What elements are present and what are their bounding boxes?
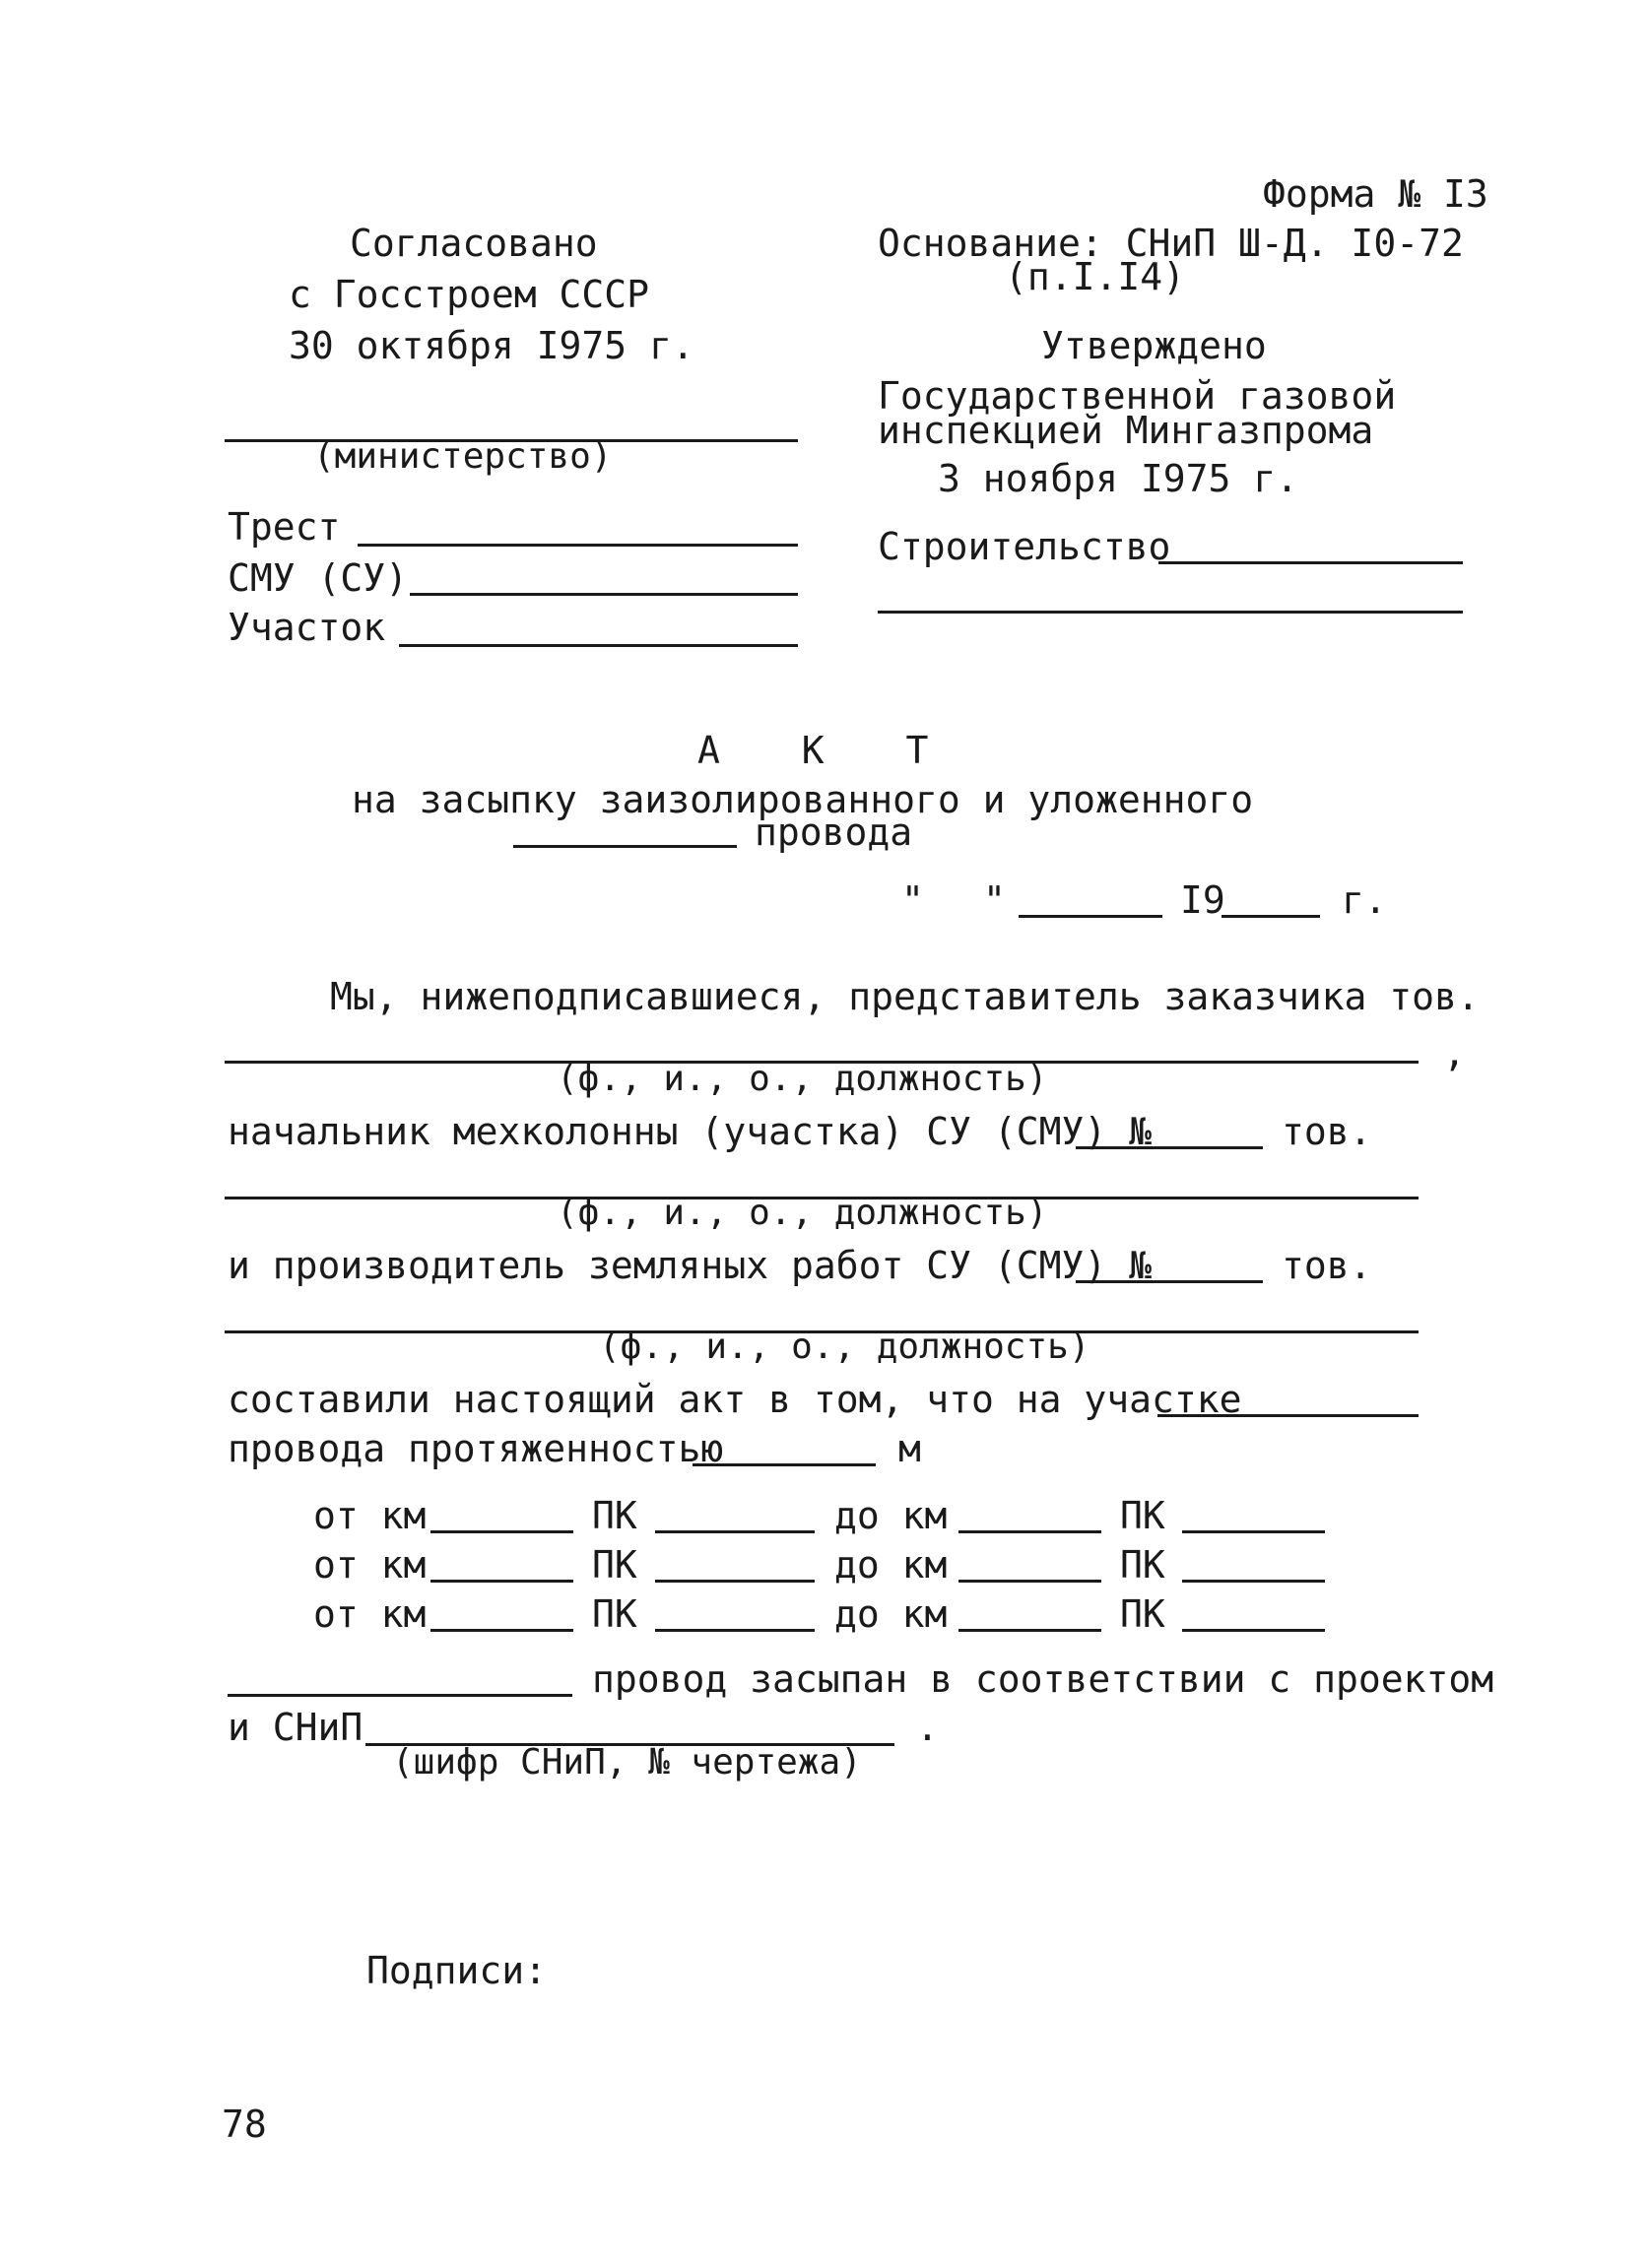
basis-line2: (п.I.I4): [1005, 255, 1186, 298]
construction-label: Строительство: [878, 525, 1171, 568]
date-year-suffix: г.: [1342, 878, 1387, 922]
approved-title: Утверждено: [1041, 324, 1267, 367]
length-text: провода протяженностью: [228, 1427, 724, 1470]
signatures-label: Подписи:: [366, 1949, 548, 1992]
length-unit: м: [898, 1427, 921, 1470]
chief-fio-caption: (ф., и., о., должность): [557, 1193, 1048, 1233]
range-pk2-line: [1182, 1530, 1325, 1533]
range-pk2: ПК: [1120, 1543, 1165, 1587]
range-pk1: ПК: [592, 1543, 637, 1587]
date-year-prefix: I9: [1180, 878, 1225, 922]
range-pk1-line: [655, 1530, 815, 1533]
range-from-km: от км: [313, 1543, 427, 1587]
range-from-km: от км: [313, 1592, 427, 1636]
range-pk1-line: [655, 1629, 815, 1632]
range-to-km: до км: [834, 1494, 948, 1537]
intro-text: Мы, нижеподписавшиеся, представитель заказчика тов.: [330, 975, 1480, 1018]
chief-text: начальник мехколонны (участка) СУ (СМУ) №: [228, 1110, 1152, 1153]
composed-text: составили настоящий акт в том, что на участке: [228, 1378, 1242, 1421]
range-pk2-line: [1182, 1629, 1325, 1632]
range-to-km: до км: [834, 1592, 948, 1636]
smu-label: СМУ (СУ): [228, 556, 409, 600]
date-year-line: [1222, 915, 1320, 918]
approved-line2: инспекцией Мингазпрома: [878, 409, 1374, 452]
filled-text: провод засыпан в соответствии с проектом: [592, 1657, 1494, 1701]
range-to-km-line: [958, 1530, 1101, 1533]
snip-caption: (шифр СНиП, № чертежа): [392, 1742, 862, 1782]
ministry-caption: (министерство): [313, 436, 613, 477]
section-line: [399, 644, 798, 647]
producer-fio-caption: (ф., и., о., должность): [599, 1327, 1090, 1367]
form-number: Форма № I3: [1263, 172, 1488, 216]
wire-type-line: [513, 845, 737, 848]
range-to-km-line: [958, 1580, 1101, 1583]
agreed-line2: с Госстроем СССР: [289, 273, 650, 316]
range-from-km-line: [430, 1530, 573, 1533]
producer-tov: тов.: [1282, 1244, 1372, 1287]
range-to-km-line: [958, 1629, 1101, 1632]
range-pk2: ПК: [1120, 1592, 1165, 1636]
snip-period: .: [916, 1706, 939, 1749]
customer-fio-caption: (ф., и., о., должность): [557, 1059, 1048, 1099]
construction-line-2: [878, 611, 1463, 614]
range-from-km-line: [430, 1629, 573, 1632]
basis-line1: Основание: СНиП Ш-Д. I0-72: [878, 222, 1464, 265]
trust-label: Трест: [228, 505, 341, 549]
date-quote-open: ": [901, 878, 924, 922]
chief-tov: тов.: [1282, 1110, 1372, 1153]
range-from-km-line: [430, 1580, 573, 1583]
agreed-line3: 30 октября I975 г.: [289, 324, 694, 367]
range-pk1: ПК: [592, 1494, 637, 1537]
range-pk1: ПК: [592, 1592, 637, 1636]
approved-line1: Государственной газовой: [878, 374, 1397, 418]
producer-text: и производитель земляных работ СУ (СМУ) №: [228, 1244, 1152, 1287]
range-from-km: от км: [313, 1494, 427, 1537]
agreed-line1: Согласовано: [350, 222, 598, 265]
page-number: 78: [222, 2103, 267, 2146]
customer-comma: ,: [1443, 1031, 1466, 1074]
date-quote-close: ": [983, 878, 1006, 922]
composed-section-line: [1157, 1414, 1419, 1417]
construction-line-1: [1158, 561, 1463, 564]
act-title: А К Т: [697, 729, 958, 772]
chief-number-line: [1076, 1146, 1263, 1149]
range-pk1-line: [655, 1580, 815, 1583]
act-subtitle-2: провода: [755, 810, 913, 854]
smu-line: [410, 593, 798, 596]
range-to-km: до км: [834, 1543, 948, 1587]
and-snip-text: и СНиП: [228, 1706, 363, 1749]
trust-line: [358, 544, 798, 547]
filled-length-line: [228, 1694, 572, 1697]
approved-line3: 3 ноября I975 г.: [938, 457, 1299, 500]
length-line: [693, 1463, 876, 1466]
section-label: Участок: [228, 606, 386, 649]
range-pk2: ПК: [1120, 1494, 1165, 1537]
date-month-line: [1019, 915, 1162, 918]
producer-number-line: [1076, 1280, 1263, 1283]
range-pk2-line: [1182, 1580, 1325, 1583]
act-subtitle-1: на засыпку заизолированного и уложенного: [352, 778, 1254, 821]
